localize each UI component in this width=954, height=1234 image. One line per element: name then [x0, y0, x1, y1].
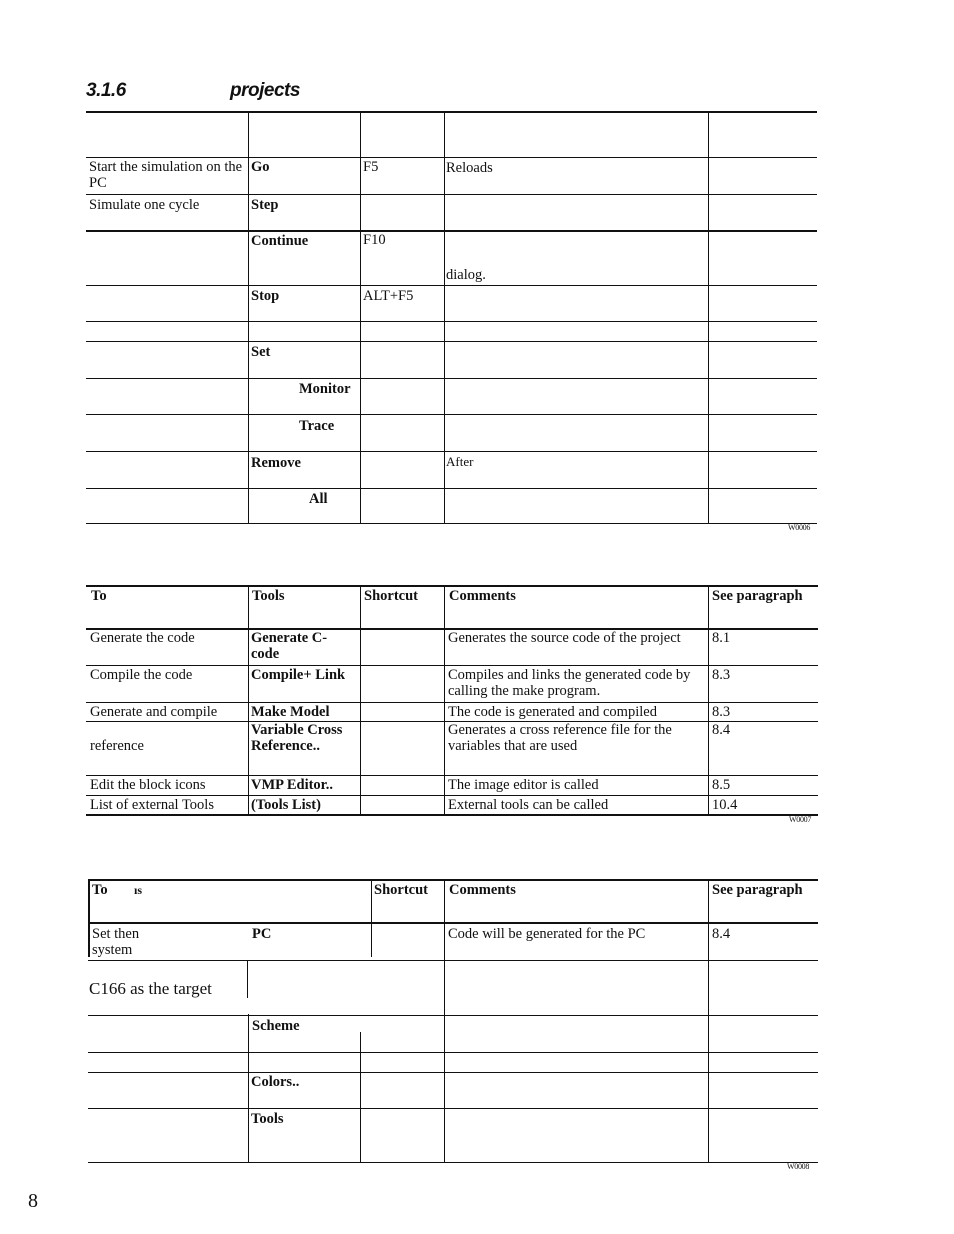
comment-cell: The code is generated and compiled [448, 704, 657, 720]
to-cell: reference [90, 738, 144, 754]
comment-cell: Generates the source code of the project [448, 630, 681, 646]
para-cell: 8.4 [712, 722, 731, 738]
header-tools: Tools [252, 588, 285, 604]
shortcut-cell: F10 [363, 232, 386, 248]
comment-cell: The image editor is called [448, 777, 599, 793]
tool-generate-c-code: Generate C-code [251, 630, 328, 662]
command-all: All [309, 491, 328, 507]
comment-cell: External tools can be called [448, 797, 609, 813]
to-cell: C166 as the target [89, 979, 212, 998]
header-to: To [91, 588, 107, 604]
header-to-fragment: ıs [134, 883, 143, 897]
command-stop: Stop [251, 288, 280, 304]
tool-tools-list: (Tools List) [251, 797, 321, 813]
page-number: 8 [28, 1190, 38, 1212]
option-pc: PC [252, 926, 272, 942]
comment-cell: After [446, 454, 474, 469]
section-title: projects [230, 80, 300, 101]
to-cell: List of external Tools [90, 797, 214, 813]
figure-code: W0008 [787, 1162, 810, 1171]
para-cell: 8.3 [712, 704, 731, 720]
tool-compile-link: Compile+ Link [251, 667, 346, 683]
comment-cell: Generates a cross reference file for the variables that are used [448, 722, 672, 754]
header-comments: Comments [449, 588, 516, 604]
comment-cell: Code will be generated for the PC [448, 926, 646, 942]
para-cell: 8.3 [712, 667, 731, 683]
command-monitor: Monitor [299, 381, 351, 397]
to-cell: Simulate one cycle [89, 197, 200, 213]
to-cell: Start the simulation on the PC [89, 159, 243, 191]
to-cell: Compile the code [90, 667, 193, 683]
figure-code: W0007 [789, 815, 812, 824]
command-set: Set [251, 344, 271, 360]
shortcut-cell: F5 [363, 159, 379, 175]
to-cell: Set then system [92, 926, 140, 958]
to-cell: Generate the code [90, 630, 195, 646]
command-step: Step [251, 197, 279, 213]
para-cell: 10.4 [712, 797, 738, 813]
option-tools: Tools [251, 1111, 284, 1127]
comment-cell: dialog. [446, 267, 486, 283]
option-colors: Colors.. [251, 1074, 300, 1090]
comment-cell: Reloads [446, 160, 493, 176]
header-see-paragraph: See paragraph [712, 588, 803, 604]
to-cell: Generate and compile [90, 704, 218, 720]
para-cell: 8.4 [712, 926, 731, 942]
table-row [89, 159, 243, 191]
command-trace: Trace [299, 418, 335, 434]
header-shortcut: Shortcut [364, 588, 418, 604]
command-continue: Continue [251, 233, 309, 249]
option-scheme: Scheme [252, 1018, 300, 1034]
tool-variable-cross-reference: Variable Cross Reference.. [251, 722, 343, 754]
to-cell: Edit the block icons [90, 777, 206, 793]
shortcut-cell: ALT+F5 [363, 288, 414, 304]
para-cell: 8.5 [712, 777, 731, 793]
comment-cell: Compiles and links the generated code by calling the make program. [448, 667, 691, 699]
section-number: 3.1.6 [86, 80, 126, 101]
para-cell: 8.1 [712, 630, 731, 646]
command-remove: Remove [251, 455, 301, 471]
figure-code: W0006 [788, 523, 811, 532]
header-to: To [92, 882, 108, 898]
header-comments: Comments [449, 882, 516, 898]
command-go: Go [251, 159, 270, 175]
header-see-paragraph: See paragraph [712, 882, 803, 898]
tool-vmp-editor: VMP Editor.. [251, 777, 334, 793]
tool-make-model: Make Model [251, 704, 330, 720]
header-shortcut: Shortcut [374, 882, 428, 898]
